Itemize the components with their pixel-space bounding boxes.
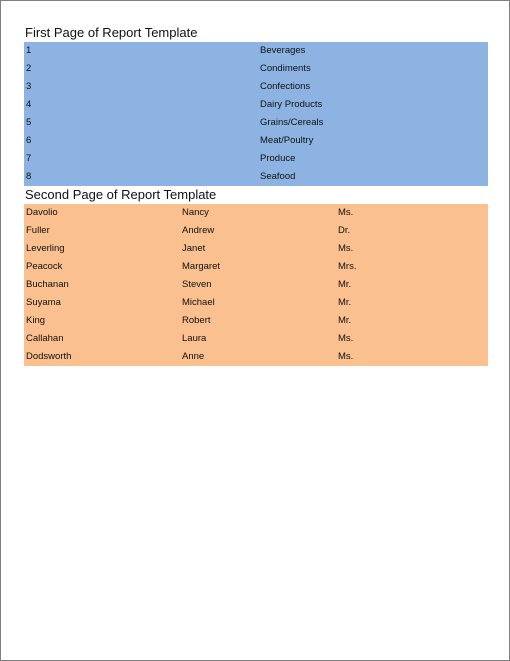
table-cell: Robert — [182, 315, 211, 326]
table-cell: Buchanan — [26, 279, 69, 290]
second-page-title: Second Page of Report Template — [25, 187, 217, 202]
table-cell: 5 — [26, 117, 32, 128]
table-cell: Steven — [182, 279, 212, 290]
table-row — [24, 114, 488, 132]
table-cell: Mr. — [338, 279, 352, 290]
table-cell: Ms. — [338, 351, 354, 362]
table-cell: Meat/Poultry — [260, 135, 314, 146]
table-cell: Condiments — [260, 63, 311, 74]
table-row — [24, 42, 488, 60]
table-cell: 7 — [26, 153, 32, 164]
first-page-title: First Page of Report Template — [25, 25, 198, 40]
table-row — [24, 330, 488, 348]
table-cell: Ms. — [338, 207, 354, 218]
table-cell: Nancy — [182, 207, 209, 218]
table-cell: Fuller — [26, 225, 50, 236]
table-row — [24, 348, 488, 366]
table-cell: Beverages — [260, 45, 306, 56]
table-cell: 3 — [26, 81, 32, 92]
table-cell: Janet — [182, 243, 206, 254]
table-row — [24, 240, 488, 258]
table-row — [24, 150, 488, 168]
table-cell: 4 — [26, 99, 32, 110]
table-cell: Dodsworth — [26, 351, 72, 362]
table-cell: Confections — [260, 81, 311, 92]
table-row — [24, 276, 488, 294]
table-cell: Leverling — [26, 243, 65, 254]
table-cell: Dr. — [338, 225, 351, 236]
table-row — [24, 60, 488, 78]
table-row — [24, 132, 488, 150]
table-cell: Produce — [260, 153, 296, 164]
table-cell: Grains/Cereals — [260, 117, 324, 128]
table-row — [24, 258, 488, 276]
table-cell: Callahan — [26, 333, 64, 344]
categories-table — [24, 42, 488, 186]
table-row — [24, 294, 488, 312]
table-cell: Mrs. — [338, 261, 357, 272]
table-row — [24, 312, 488, 330]
table-row — [24, 168, 488, 186]
table-cell: Andrew — [182, 225, 215, 236]
table-cell: Ms. — [338, 333, 354, 344]
table-cell: King — [26, 315, 46, 326]
table-cell: Seafood — [260, 171, 296, 182]
table-cell: Michael — [182, 297, 215, 308]
table-cell: Mr. — [338, 297, 352, 308]
table-cell: 6 — [26, 135, 32, 146]
table-cell: Anne — [182, 351, 205, 362]
table-cell: 8 — [26, 171, 32, 182]
table-row — [24, 96, 488, 114]
table-cell: Mr. — [338, 315, 352, 326]
table-cell: Dairy Products — [260, 99, 323, 110]
table-row — [24, 222, 488, 240]
table-row — [24, 204, 488, 222]
table-cell: 1 — [26, 45, 32, 56]
table-cell: Peacock — [26, 261, 63, 272]
table-cell: 2 — [26, 63, 32, 74]
table-cell: Margaret — [182, 261, 221, 272]
table-cell: Laura — [182, 333, 207, 344]
table-cell: Suyama — [26, 297, 61, 308]
employees-table — [24, 204, 488, 366]
table-row — [24, 78, 488, 96]
table-cell: Ms. — [338, 243, 354, 254]
table-cell: Davolio — [26, 207, 58, 218]
